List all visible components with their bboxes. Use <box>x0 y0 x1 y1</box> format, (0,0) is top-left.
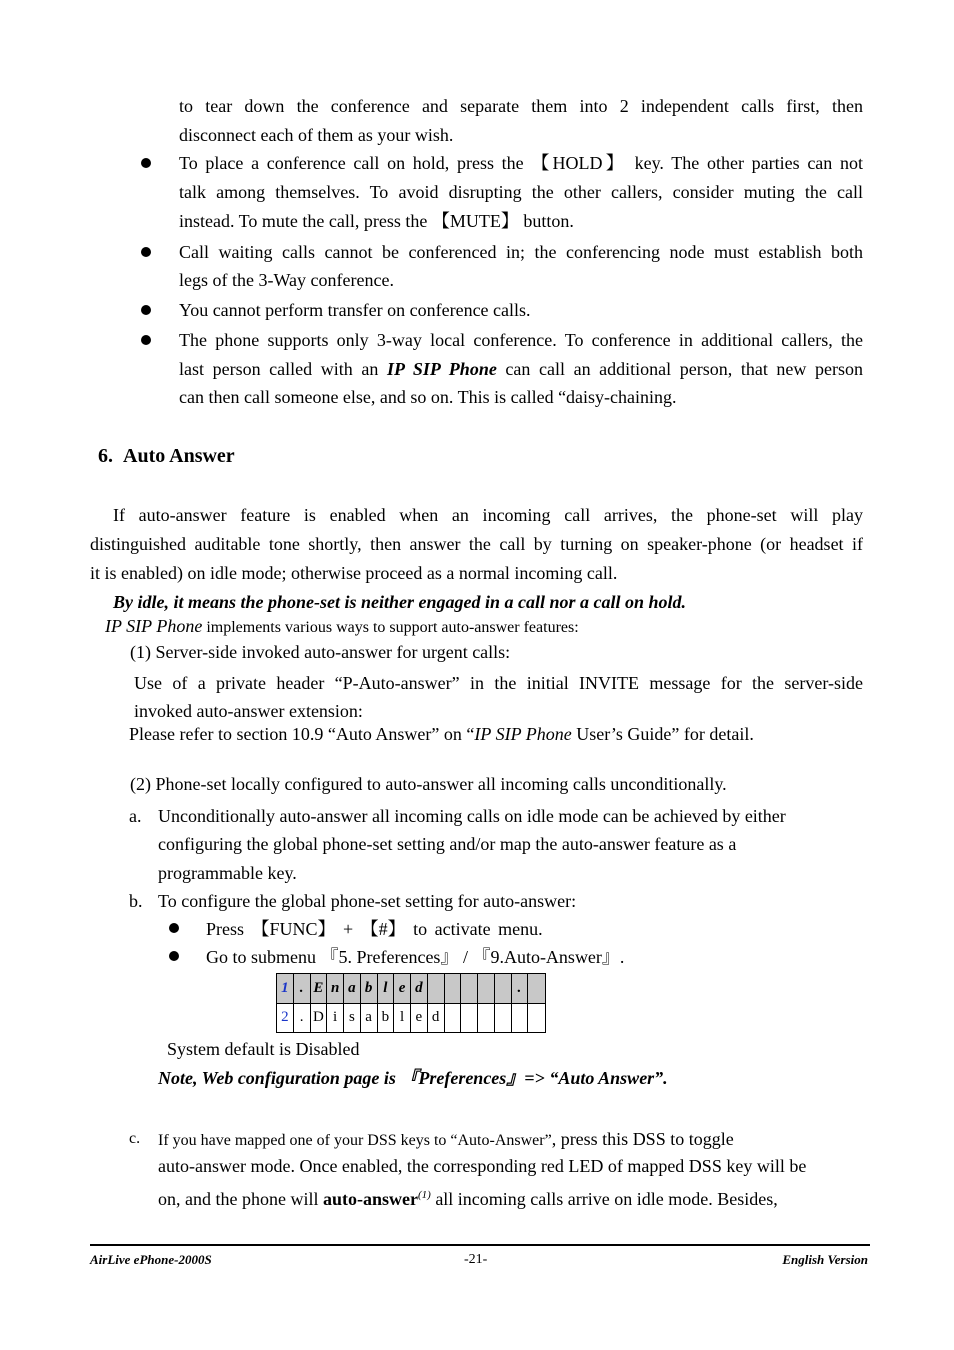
web-config-note: Note, Web configuration page is 『Preferences』=> “Auto Answer”. <box>158 1068 668 1088</box>
intro-line-2: disconnect each of them as your wish. <box>179 125 454 145</box>
bullet-dot <box>141 158 151 168</box>
lcd-row-disabled <box>277 1003 545 1032</box>
bullet-4-line-2: last person called with an IP SIP Phone can call an additional person, that new person <box>179 359 863 379</box>
bullet-1-line-1: To place a conference call on hold, press the 【HOLD】 key. The other parties can not <box>179 153 863 173</box>
lcd-cell: n <box>327 974 344 1003</box>
section-heading: 6. Auto Answer <box>98 445 235 467</box>
item-1-line-2: invoked auto-answer extension: <box>134 701 363 721</box>
item-2-title: (2) Phone-set locally configured to auto-answer all incoming calls unconditionally. <box>130 774 727 794</box>
lcd-cell <box>495 1003 512 1032</box>
lcd-cell: l <box>394 1003 411 1032</box>
lcd-cell: b <box>378 1003 395 1032</box>
lcd-cell <box>495 974 512 1003</box>
lcd-cell: d <box>428 1003 445 1032</box>
lcd-cell <box>461 1003 478 1032</box>
bullet-dot <box>169 923 179 933</box>
auto-answer-para-line-3: it is enabled) on idle mode; otherwise proceed as a normal incoming call. <box>90 563 618 583</box>
bullet-2-line-2: legs of the 3-Way conference. <box>179 270 394 290</box>
item-1-line-1: Use of a private header “P-Auto-answer” in the initial INVITE message for the server-side <box>134 673 863 693</box>
item-b-bullet-1: Press 【FUNC】 + 【#】 to activate menu. <box>206 919 543 939</box>
footer-version: English Version <box>782 1252 868 1267</box>
lcd-cell <box>445 1003 462 1032</box>
bullet-dot <box>169 951 179 961</box>
item-a-line-1: Unconditionally auto-answer all incoming calls on idle mode can be achieved by either <box>158 806 786 826</box>
bullet-1-line-3: instead. To mute the call, press the 【MUTE】 button. <box>179 211 574 231</box>
lcd-cell <box>478 974 495 1003</box>
lcd-cell: a <box>361 1003 378 1032</box>
item-a-line-2: configuring the global phone-set setting and/or map the auto-answer feature as a <box>158 834 737 854</box>
lcd-cell: D <box>311 1003 328 1032</box>
item-c-line-2: auto-answer mode. Once enabled, the corresponding red LED of mapped DSS key will be <box>158 1156 807 1176</box>
lcd-cell: . <box>294 974 311 1003</box>
idle-note: By idle, it means the phone-set is neither engaged in a call nor a call on hold. <box>113 592 687 612</box>
lcd-menu-display <box>276 973 546 1033</box>
lcd-cell <box>528 1003 545 1032</box>
lcd-cell <box>445 974 462 1003</box>
lcd-cell <box>428 974 445 1003</box>
item-b-bullet-2: Go to submenu 『5. Preferences』 / 『9.Auto-Answer』. <box>206 947 625 967</box>
lcd-cell: s <box>344 1003 361 1032</box>
lcd-cell: d <box>411 974 428 1003</box>
lcd-cell: E <box>311 974 328 1003</box>
item-1-title: (1) Server-side invoked auto-answer for urgent calls: <box>130 642 511 662</box>
lcd-cell: a <box>344 974 361 1003</box>
bullet-1-line-2: talk among themselves. To avoid disrupting the other callers, consider muting the call <box>179 182 863 202</box>
list-marker-b: b. <box>129 891 143 911</box>
refer-line: Please refer to section 10.9 “Auto Answer” on “IP SIP Phone User’s Guide” for detail. <box>129 724 754 744</box>
bullet-2-line-1: Call waiting calls cannot be conferenced in; the conferencing node must establish both <box>179 242 863 262</box>
page-number: -21- <box>464 1252 488 1267</box>
lcd-cell: i <box>327 1003 344 1032</box>
list-marker-c: c. <box>129 1130 141 1147</box>
list-marker-a: a. <box>129 806 142 826</box>
bullet-4-line-1: The phone supports only 3-way local conference. To conference in additional callers, the <box>179 330 863 350</box>
item-c-line-3: on, and the phone will auto-answer$^{(1)}$ all incoming calls arrive on idle mode. Besides, <box>158 1189 778 1209</box>
bullet-dot <box>141 247 151 257</box>
auto-answer-para-line-2: distinguished auditable tone shortly, then answer the call by turning on speaker-phone (or headset if <box>90 534 863 554</box>
lcd-cell: b <box>361 974 378 1003</box>
lcd-cell <box>478 1003 495 1032</box>
bullet-dot <box>141 335 151 345</box>
lcd-cell: 2 <box>277 1003 294 1032</box>
lcd-row-enabled <box>277 974 545 1004</box>
item-a-line-3: programmable key. <box>158 863 297 883</box>
bullet-4-line-3: can then call someone else, and so on. This is called “daisy-chaining. <box>179 387 677 407</box>
lcd-cell: . <box>512 974 529 1003</box>
footer-rule <box>90 1244 870 1246</box>
item-b-line-1: To configure the global phone-set setting for auto-answer: <box>158 891 577 911</box>
lcd-cell: e <box>394 974 411 1003</box>
lcd-cell <box>512 1003 529 1032</box>
system-default-text: System default is Disabled <box>167 1039 360 1059</box>
intro-line-1: to tear down the conference and separate them into 2 independent calls first, then <box>179 96 863 116</box>
lcd-cell: . <box>294 1003 311 1032</box>
item-c-line-1: If you have mapped one of your DSS keys to “Auto-Answer”, press this DSS to toggle <box>158 1129 734 1149</box>
footer-product-name: AirLive ePhone-2000S <box>90 1252 212 1267</box>
implements-line: IP SIP Phone implements various ways to support auto-answer features: <box>105 616 579 636</box>
lcd-cell: e <box>411 1003 428 1032</box>
lcd-cell: l <box>378 974 395 1003</box>
auto-answer-para-line-1: If auto-answer feature is enabled when an incoming call arrives, the phone-set will play <box>113 505 863 525</box>
bullet-3-line-1: You cannot perform transfer on conference calls. <box>179 300 531 320</box>
lcd-cell <box>461 974 478 1003</box>
lcd-cell: 1 <box>277 974 294 1003</box>
lcd-cell <box>528 974 545 1003</box>
bullet-dot <box>141 305 151 315</box>
